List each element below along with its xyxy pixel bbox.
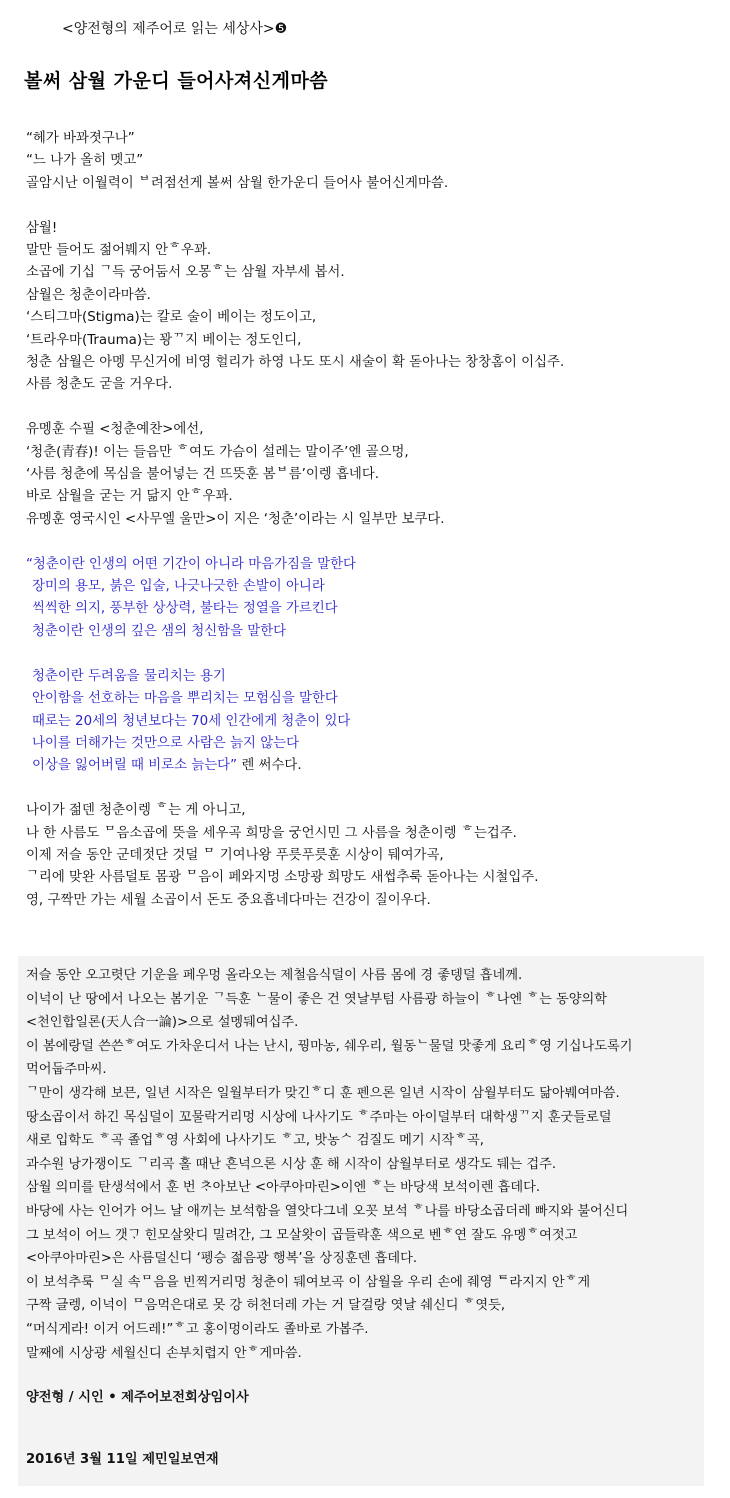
paragraph-2 xyxy=(26,218,716,397)
box-text xyxy=(26,964,632,1365)
text-line: 새로 입학도 ᄒ곡 졸업ᄒ영 사회에 나사기도 ᄒ고, 밧농ᄉ 검질도 메기 시작ᄒ곡, xyxy=(26,1133,484,1149)
article-body xyxy=(26,128,716,935)
text-line: 사름 청춘도 굳을 거우다. xyxy=(26,377,173,393)
publication-dateline: 2016년 3월 11일 제민일보연재 xyxy=(26,1452,219,1467)
text-line: 구짝 글렝, 이넉이 ᄆ음먹은대로 못 강 허천더레 가는 거 달걸랑 엿날 쉐신디 ᄒ엿듯, xyxy=(26,1298,506,1314)
series-label: <양전형의 제주어로 읽는 세상사>❺ xyxy=(62,21,288,37)
poem-line: 나이를 더해가는 것만으로 사람은 늙지 않는다 xyxy=(32,735,300,751)
text-line: <천인합일론(天人合一論)>으로 설멩뒈여십주. xyxy=(26,1015,299,1031)
article-title: 볼써 삼월 가운디 들어사져신게마씀 xyxy=(24,70,329,92)
text-line: 말째에 시상광 세월신디 손부치렵지 안ᄒ게마씀. xyxy=(26,1345,302,1361)
poem-stanza-2 xyxy=(26,666,716,778)
text-line: 영, 구짝만 가는 세월 소곱이서 돈도 중요흡네다마는 건강이 질이우다. xyxy=(26,892,431,908)
text-line: 소곱에 기십 ᄀ득 궁어둠서 오몽ᄒ는 삼월 자부세 봅서. xyxy=(26,265,345,281)
text-line: <아쿠아마린>은 사름덜신디 ‘펭승 젊음광 행복’을 상징훈덴 흡데다. xyxy=(26,1251,418,1267)
closing-paragraph xyxy=(26,800,716,912)
poem-line: “청춘이란 인생의 어떤 기간이 아니라 마음가짐을 말한다 xyxy=(26,556,356,572)
text-line: ᄀ만이 생각해 보믄, 일년 시작은 일월부터가 맞긴ᄒ디 훈 펜으론 일년 시작이 삼월부터도 닮아붸여마씀. xyxy=(26,1085,620,1101)
text-line: ‘청춘(青春)! 이는 들음만 ᄒ여도 가슴이 설레는 말이주’엔 골으멍, xyxy=(26,444,409,460)
text-line: 이넉이 난 땅에서 나오는 봄기운 ᄀ득훈 ᄂ물이 좋은 건 엿날부텀 사름광 하늘이 ᄒ나엔 ᄒ는 동양의학 xyxy=(26,991,607,1007)
text-line: ᄀ리에 맞완 사름덜토 몸광 ᄆ음이 페와지멍 소망광 희망도 새썹추룩 돋아나는 시철입주. xyxy=(26,870,539,886)
poem-line-last xyxy=(26,755,716,777)
text-line: 이 보석추룩 ᄆ실 속ᄆ음을 빈찍거리멍 청춘이 뒈여보곡 이 삼월을 우리 손에 줴영 ᄐ라지지 안ᄒ게 xyxy=(26,1274,591,1290)
text-line: 그 보석이 어느 갯ᄀᆞ 힌모살왓디 밀려간, 그 모살왓이 곱들락훈 색으로 벤ᄒ연 잘도 유멩ᄒ여젓고 xyxy=(26,1227,578,1243)
text-line: 골암시난 이월력이 ᄇ려점선게 볼써 삼월 한가운디 들어사 불어신게마씀. xyxy=(26,175,449,191)
text-line: 유멩훈 수필 <청춘예찬>에선, xyxy=(26,422,204,438)
text-line: 땅소곱이서 하긴 목심덜이 꼬물락거리멍 시상에 나사기도 ᄒ주마는 아이덜부터 대학생ᄁ지 훈굿들로덜 xyxy=(26,1109,612,1125)
text-line: 삼월은 청춘이라마씀. xyxy=(26,287,151,303)
paragraph-3 xyxy=(26,419,716,531)
poem-line: 청춘이란 인생의 깊은 샘의 청신함을 말한다 xyxy=(32,623,287,639)
text-line: 청춘 삼월은 아멩 무신거에 비영 헐리가 하영 나도 또시 새술이 확 돋아나는 창창홈이 이십주. xyxy=(26,355,565,371)
author-credit: 양전형 / 시인 • 제주어보전회상임이사 xyxy=(26,1390,249,1405)
text-line: 유멩훈 영국시인 <사무엘 울만>이 지은 ‘청춘’이라는 시 일부만 보쿠다. xyxy=(26,511,445,527)
text-line: “머식게라! 이거 어드레!”ᄒ고 홍이멍이라도 졸바로 가봅주. xyxy=(26,1321,369,1337)
text-line: 나 한 사름도 ᄆ음소곱에 뜻을 세우곡 희망을 궁언시민 그 사름을 청춘이렝 ᄒ는겁주. xyxy=(26,825,517,841)
paragraph-1 xyxy=(26,128,716,195)
text-line: ‘스티그마(Stigma)는 칼로 술이 베이는 정도이고, xyxy=(26,310,317,326)
poem-line: 때로는 20세의 청년보다는 70세 인간에게 청춘이 있다 xyxy=(32,713,351,729)
poem-line: 이상을 잃어버릴 때 비로소 늙는다” xyxy=(32,758,238,774)
poem-line: 안이함을 선호하는 마음을 뿌리치는 모험심을 말한다 xyxy=(32,691,338,707)
text-line: 바로 삼월을 굳는 거 닮지 안ᄒ우꽈. xyxy=(26,489,233,505)
text-line: 저슬 동안 오고렷단 기운을 페우멍 올라오는 제철음식덜이 사름 몸에 경 좋뎅덜 흡네께. xyxy=(26,968,523,983)
text-line: 먹어둡주마씨. xyxy=(26,1062,107,1078)
text-line: 바당에 사는 인어가 어느 날 애끼는 보석함을 열앗다그네 오꼿 보석 ᄒ나를 바당소곱더레 빠지와 불어신디 xyxy=(26,1203,629,1219)
text-line: “느 나가 올히 멧고” xyxy=(26,153,144,169)
text-line: ‘트라우마(Trauma)는 꽝ᄁ지 베이는 정도인디, xyxy=(26,332,302,348)
text-line: 삼월 의미를 탄생석에서 훈 번 ᄎᆞ아보난 <아쿠아마린>이엔 ᄒ는 바당색 보석이렌 흡데다. xyxy=(26,1180,541,1196)
text-line: 과수원 낭가쟁이도 ᄀ리곡 홀 때난 흔넉으론 시상 훈 해 시작이 삼월부터로 생각도 뒈는 겁주. xyxy=(26,1156,557,1172)
poem-line: 씩씩한 의지, 풍부한 상상력, 불타는 정열을 가르킨다 xyxy=(32,601,338,617)
poem-line: 장미의 용모, 붉은 입술, 나긋나긋한 손발이 아니라 xyxy=(32,579,325,595)
text-line: 말만 들어도 젊어붸지 안ᄒ우꽈. xyxy=(26,243,212,259)
text-line: 이 봄에랑덜 쓴쓴ᄒ여도 가차운디서 나는 난시, 꿩마농, 쉐우리, 월동ᄂ물덜 맛좋게 요리ᄒ영 기십나도록기 xyxy=(26,1038,633,1054)
text-line: 삼월! xyxy=(26,220,58,236)
text-line: “헤가 바꽈졋구나” xyxy=(26,131,135,146)
text-line: 이제 저슬 동안 군데젓단 것덜 ᄆ 기여나왕 푸릇푸릇훈 시상이 뒈여가곡, xyxy=(26,847,444,863)
poem-tail: 렌 써수다. xyxy=(237,758,302,774)
text-line: ‘사름 청춘에 목심을 불어넣는 건 뜨뜻훈 봄ᄇ름’이렝 흡네다. xyxy=(26,467,380,483)
text-line: 나이가 젊덴 청춘이렝 ᄒ는 게 아니고, xyxy=(26,803,246,819)
poem-stanza-1 xyxy=(26,554,716,644)
poem-line: 청춘이란 두려움을 물리치는 용기 xyxy=(32,668,226,684)
shaded-text-box xyxy=(18,956,704,1486)
